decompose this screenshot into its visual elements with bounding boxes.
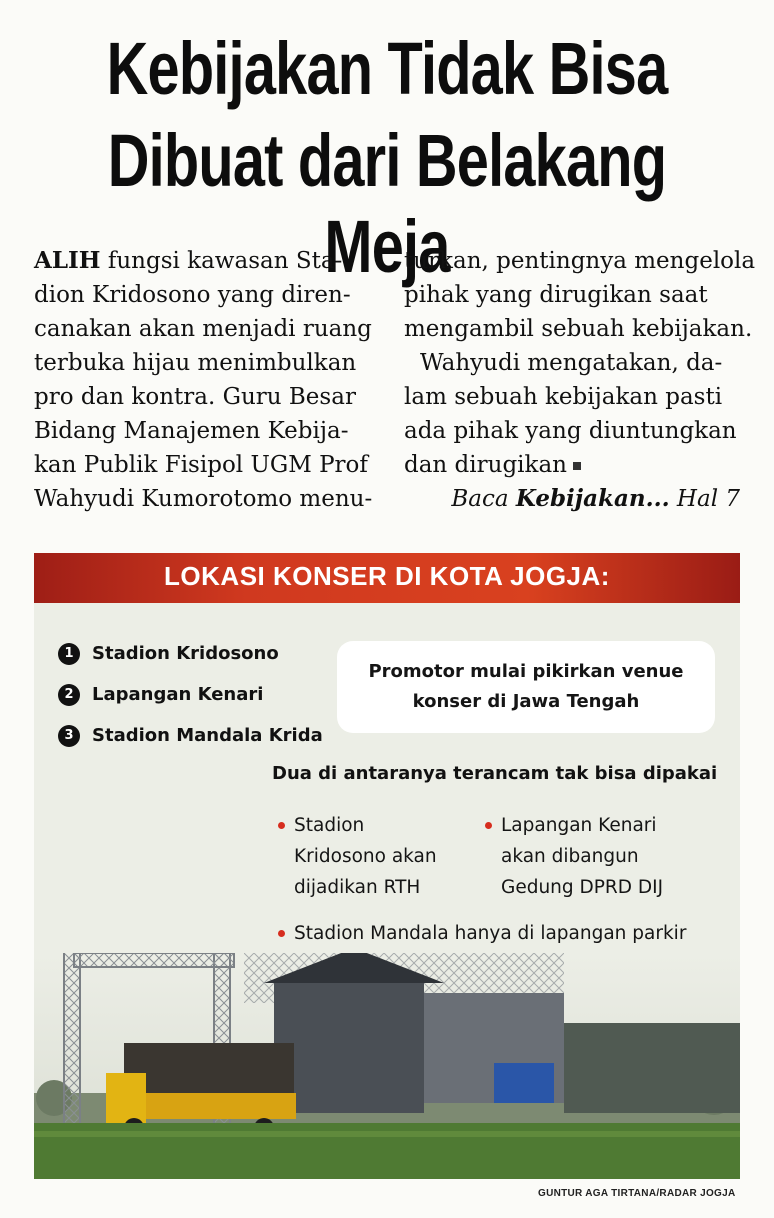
location-item: 1 Stadion Kridosono (58, 633, 323, 674)
location-item: 2 Lapangan Kenari (58, 674, 323, 715)
article-line: dion Kridosono yang diren- (34, 282, 351, 308)
number-badge: 2 (58, 684, 80, 706)
end-mark-icon (573, 462, 581, 470)
subheading: Dua di antaranya terancam tak bisa dipakai (272, 763, 718, 784)
headline-line-2: Dibuat dari Belakang Meja (107, 119, 667, 288)
article-line: mengambil sebuah kebijakan. (404, 316, 753, 342)
article-line: terbuka hijau menimbulkan (34, 350, 357, 376)
infographic (34, 553, 740, 1179)
article-line: pihak yang dirugikan saat (404, 282, 708, 308)
headline-line-1: Kebijakan Tidak Bisa (106, 27, 668, 110)
bullet-dot-icon (278, 822, 285, 829)
article-line: turkan, pentingnya mengelola (404, 248, 756, 274)
article-line: Bidang Manajemen Kebija- (34, 418, 349, 444)
article-line: pro dan kontra. Guru Besar (34, 384, 356, 410)
bullet-dot-icon (278, 930, 285, 937)
banner-title: LOKASI KONSER DI KOTA JOGJA: (164, 561, 610, 591)
article-line: Wahyudi mengatakan, da- (420, 350, 723, 376)
article-line: kan Publik Fisipol UGM Prof (34, 452, 368, 478)
promo-callout (337, 641, 715, 733)
infographic-banner (34, 553, 740, 603)
photo-credit: GUNTUR AGA TIRTANA/RADAR JOGJA (538, 1188, 736, 1199)
number-badge: 3 (58, 725, 80, 747)
promo-line-2: konser di Jawa Tengah (412, 691, 640, 712)
promo-line-1: Promotor mulai pikirkan venue (368, 661, 684, 682)
article-line: lam sebuah kebijakan pasti (404, 384, 723, 410)
article-line: ALIH fungsi kawasan Sta- (34, 247, 343, 274)
bullet-dot-icon (485, 822, 492, 829)
stage-photo (34, 953, 740, 1179)
bullet-kridosono: Stadion Kridosono akan dijadikan RTH (294, 810, 437, 903)
article-line: ada pihak yang diuntungkan (404, 418, 737, 444)
continued-reference[interactable]: Baca Kebijakan... Hal 7 (451, 485, 740, 512)
location-list (58, 633, 323, 756)
article-line: canakan akan menjadi ruang (34, 316, 372, 342)
location-item: 3 Stadion Mandala Krida (58, 715, 323, 756)
bullet-kenari: Lapangan Kenari akan dibangun Gedung DPRD DIJ (501, 810, 663, 903)
bullet-mandala: Stadion Mandala hanya di lapangan parkir (294, 918, 686, 949)
article-line: Wahyudi Kumorotomo menu- (34, 486, 373, 512)
article-column-left (34, 244, 374, 516)
article-column-right (404, 244, 756, 516)
article-line: dan dirugikan (404, 448, 740, 482)
lead-word: ALIH (34, 247, 101, 274)
number-badge: 1 (58, 643, 80, 665)
